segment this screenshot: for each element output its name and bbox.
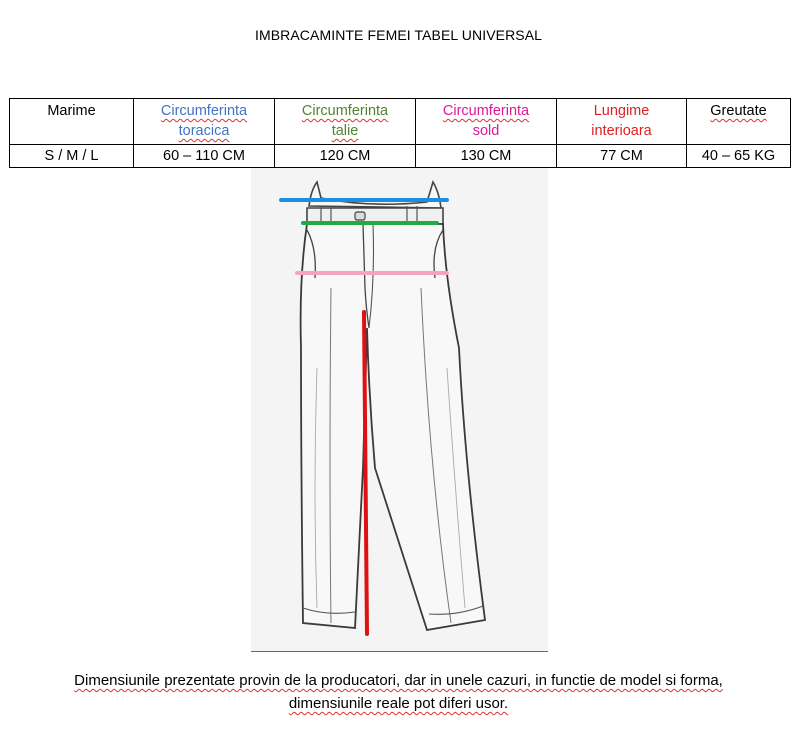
header-inseam: Lungime interioara	[557, 99, 687, 145]
note-line-2: dimensiunile reale pot diferi usor.	[288, 695, 509, 712]
document-title: IMBRACAMINTE FEMEI TABEL UNIVERSAL	[254, 27, 543, 43]
cell-chest: 60 – 110 CM	[134, 145, 275, 168]
header-chest: Circumferinta toracica	[134, 99, 275, 145]
size-table	[9, 98, 791, 168]
header-weight: Greutate	[687, 99, 791, 145]
header-hip: Circumferinta sold	[416, 99, 557, 145]
note-line-1: Dimensiunile prezentate provin de la producatori, dar in unele cazuri, in functie de model si forma,	[74, 672, 723, 689]
table-header-row	[10, 99, 791, 145]
cell-waist: 120 CM	[275, 145, 416, 168]
cell-weight: 40 – 65 KG	[687, 145, 791, 168]
cell-size: S / M / L	[10, 145, 134, 168]
header-size: Marime	[10, 99, 134, 145]
trousers-drawing	[251, 168, 548, 652]
cell-inseam: 77 CM	[557, 145, 687, 168]
disclaimer-note	[20, 669, 777, 715]
trousers-illustration	[251, 168, 548, 652]
figure-underline	[251, 651, 548, 652]
table-row	[10, 145, 791, 168]
header-waist: Circumferinta talie	[275, 99, 416, 145]
cell-hip: 130 CM	[416, 145, 557, 168]
